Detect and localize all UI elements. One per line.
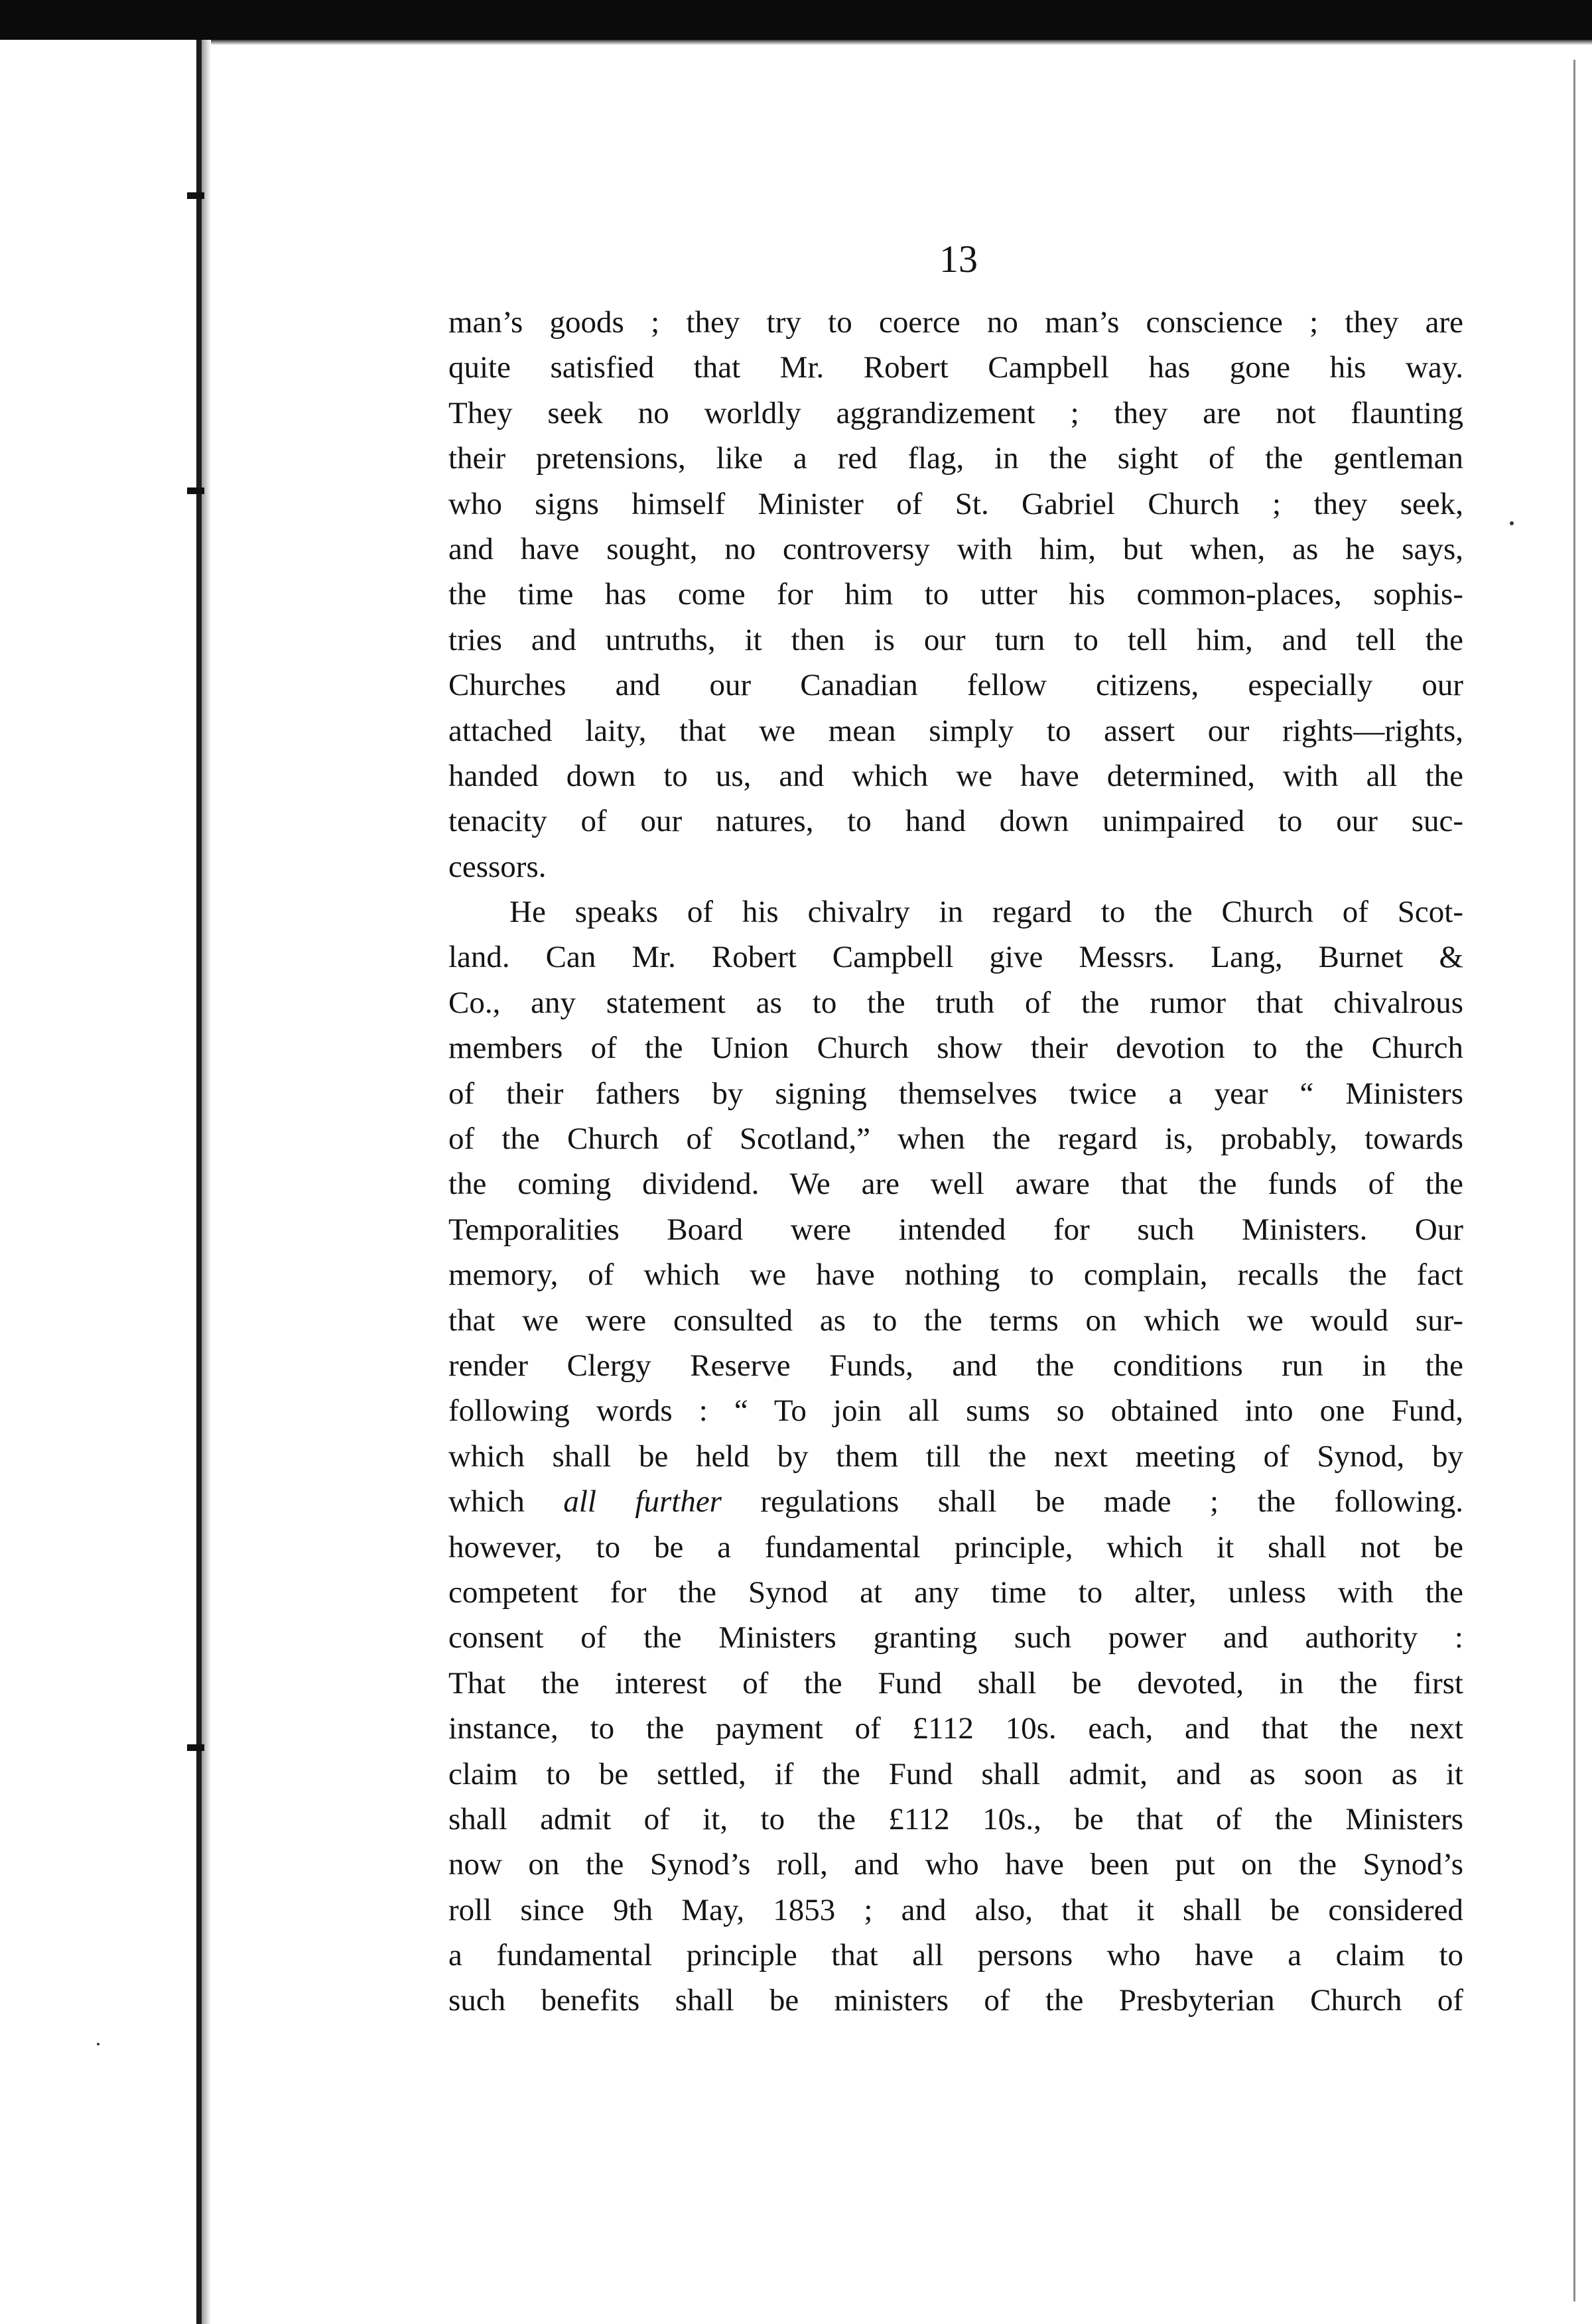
text-line: however, to be a fundamental principle, which it shall not be <box>448 1529 1463 1565</box>
text-line: shall admit of it, to the £112 10s., be that of the Ministers <box>448 1801 1463 1837</box>
binding-gutter-line <box>196 40 202 2324</box>
text-line: tries and untruths, it then is our turn to tell him, and tell the <box>448 622 1463 657</box>
page-number: 13 <box>939 237 978 281</box>
text-line: a fundamental principle that all persons who have a claim to <box>448 1938 1463 1973</box>
text-line: attached laity, that we mean simply to assert our rights—rights, <box>448 713 1463 748</box>
text-line: Co., any statement as to the truth of the rumor that chivalrous <box>448 985 1463 1020</box>
text-line: members of the Union Church show their devotion to the Church <box>448 1031 1463 1066</box>
text-line: He speaks of his chivalry in regard to the Church of Scot- <box>509 895 1463 930</box>
text-line: following words : “ To join all sums so obtained into one Fund, <box>448 1393 1463 1429</box>
text-line: such benefits shall be ministers of the Presbyterian Church of <box>448 1983 1463 2018</box>
text-line: competent for the Synod at any time to alter, unless with the <box>448 1575 1463 1610</box>
text-run: which <box>448 1484 564 1519</box>
text-line: now on the Synod’s roll, and who have been put on the Synod’s <box>448 1847 1463 1882</box>
text-line: which shall be held by them till the next meeting of Synod, by <box>448 1439 1463 1474</box>
text-line: cessors. <box>448 849 547 884</box>
text-line: instance, to the payment of £112 10s. each, and that the next <box>448 1711 1463 1746</box>
text-line: render Clergy Reserve Funds, and the conditions run in the <box>448 1348 1463 1383</box>
text-line-with-italic <box>448 1479 1463 1524</box>
paragraph-1 <box>448 300 1463 889</box>
text-line: memory, of which we have nothing to complain, recalls the fact <box>448 1258 1463 1293</box>
text-line: handed down to us, and which we have determined, with all the <box>448 758 1463 793</box>
gutter-tick <box>187 192 204 199</box>
italic-phrase: all further <box>563 1484 722 1519</box>
scan-top-border <box>0 0 1592 40</box>
text-line: their pretensions, like a red flag, in the sight of the gentleman <box>448 441 1463 476</box>
text-line: They seek no worldly aggrandizement ; they are not flaunting <box>448 395 1463 430</box>
text-line: claim to be settled, if the Fund shall admit, and as soon as it <box>448 1756 1463 1791</box>
text-line: of the Church of Scotland,” when the regard is, probably, towards <box>448 1122 1463 1157</box>
scan-top-border-edge <box>0 40 1592 45</box>
text-line: and have sought, no controversy with him, but when, as he says, <box>448 531 1463 566</box>
text-run: regulations shall be made ; the following. <box>721 1484 1463 1519</box>
page-right-edge <box>1573 60 1575 2301</box>
text-line: roll since 9th May, 1853 ; and also, that it shall be considered <box>448 1892 1463 1927</box>
text-line: consent of the Ministers granting such power and authority : <box>448 1620 1463 1655</box>
scan-speck <box>1510 521 1514 525</box>
scan-speck <box>97 2043 100 2045</box>
binding-gutter-shadow <box>202 40 211 2324</box>
text-line: the coming dividend. We are well aware that the funds of the <box>448 1167 1463 1202</box>
text-line: the time has come for him to utter his common-places, sophis- <box>448 577 1463 612</box>
text-line: who signs himself Minister of St. Gabriel Church ; they seek, <box>448 486 1463 521</box>
left-margin <box>0 40 199 2324</box>
body-text <box>448 300 1463 2024</box>
gutter-tick <box>187 1744 204 1751</box>
text-line: quite satisfied that Mr. Robert Campbell has gone his way. <box>448 350 1463 385</box>
text-line: Churches and our Canadian fellow citizens, especially our <box>448 668 1463 703</box>
text-line: tenacity of our natures, to hand down unimpaired to our suc- <box>448 804 1463 839</box>
paragraph-2 <box>448 889 1463 2024</box>
text-line: that we were consulted as to the terms on which we would sur- <box>448 1303 1463 1338</box>
gutter-tick <box>187 487 204 494</box>
text-line: of their fathers by signing themselves twice a year “ Ministers <box>448 1076 1463 1111</box>
text-line: man’s goods ; they try to coerce no man’s conscience ; they are <box>448 305 1463 340</box>
text-line: Temporalities Board were intended for such Ministers. Our <box>448 1212 1463 1247</box>
text-line: land. Can Mr. Robert Campbell give Messrs. Lang, Burnet & <box>448 940 1463 975</box>
text-line: That the interest of the Fund shall be devoted, in the first <box>448 1665 1463 1701</box>
